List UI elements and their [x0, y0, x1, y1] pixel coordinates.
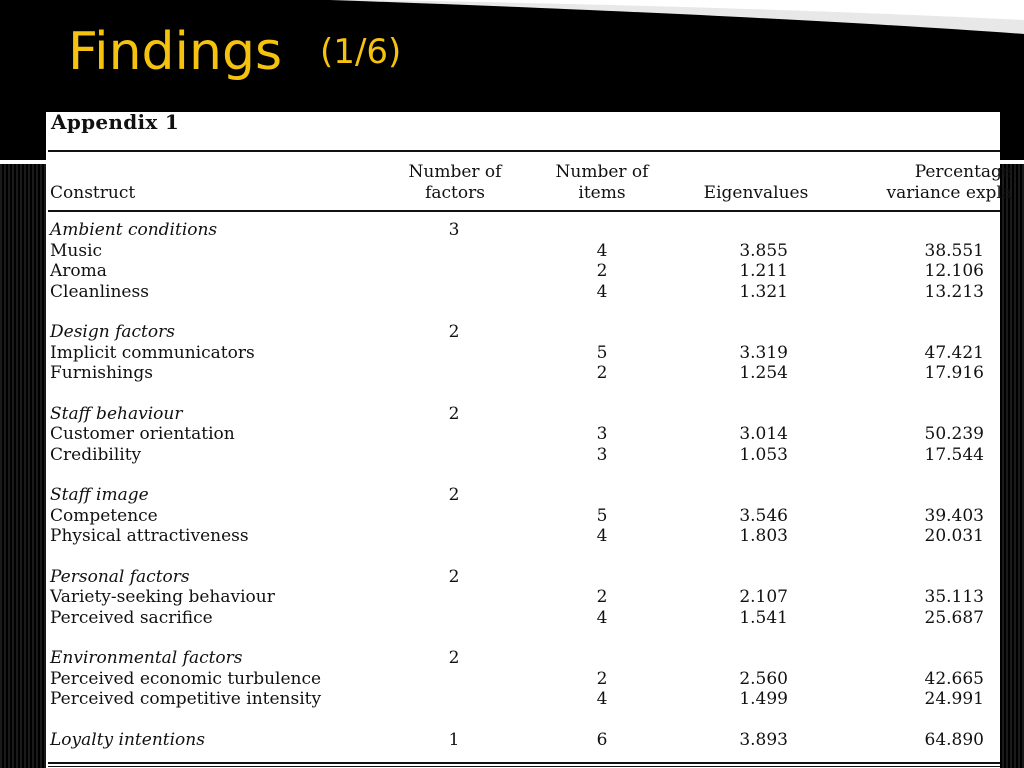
items-cell: 4 — [596, 607, 608, 628]
factors-cell: 1 — [448, 729, 460, 750]
table-group-row — [46, 730, 1000, 751]
table-group-row — [46, 567, 1000, 588]
construct-cell: Environmental factors — [50, 648, 243, 668]
items-cell: 2 — [596, 363, 608, 383]
table-row — [46, 445, 1000, 466]
slide-page-indicator: (1/6) — [320, 32, 402, 72]
construct-cell: Perceived competitive intensity — [50, 689, 322, 709]
percentage-cell: 47.421 — [924, 342, 984, 363]
eigenvalue-cell: 3.893 — [739, 729, 788, 750]
header-pct-line1: Percentage — [914, 162, 1012, 182]
header-pct-line2: variance expla — [886, 183, 1012, 203]
construct-cell: Staff behaviour — [50, 403, 183, 424]
table-group-row — [46, 485, 1000, 506]
table-row — [46, 506, 1000, 527]
percentage-cell: 64.890 — [924, 729, 984, 750]
construct-cell: Personal factors — [50, 566, 190, 587]
construct-cell: Design factors — [50, 322, 175, 342]
construct-cell: Physical attractiveness — [50, 526, 249, 546]
percentage-cell: 24.991 — [924, 689, 984, 709]
construct-cell: Perceived sacrifice — [50, 607, 213, 628]
construct-cell: Cleanliness — [50, 281, 149, 302]
construct-cell: Competence — [50, 505, 158, 526]
percentage-cell: 25.687 — [924, 607, 984, 628]
items-cell: 4 — [596, 689, 608, 709]
header-construct: Construct — [50, 183, 136, 203]
table-header-rule — [48, 210, 1000, 212]
appendix-title: Appendix 1 — [51, 110, 180, 134]
construct-cell: Variety-seeking behaviour — [50, 587, 275, 607]
factors-cell: 2 — [448, 566, 460, 587]
eigenvalue-cell: 3.014 — [739, 424, 788, 444]
items-cell: 4 — [596, 526, 608, 546]
eigenvalue-cell: 1.053 — [739, 444, 788, 465]
table-row — [46, 669, 1000, 690]
items-cell: 3 — [596, 424, 608, 444]
stripe-texture-right — [1002, 164, 1024, 768]
items-cell: 3 — [596, 444, 608, 465]
table-bottom-rule-2 — [48, 766, 1000, 767]
construct-cell: Credibility — [50, 444, 142, 465]
eigenvalue-cell: 3.855 — [739, 240, 788, 261]
table-row — [46, 282, 1000, 303]
eigenvalue-cell: 2.560 — [739, 668, 788, 689]
construct-cell: Furnishings — [50, 363, 153, 383]
table-row — [46, 261, 1000, 282]
table-group-row — [46, 220, 1000, 241]
header-number-of-items — [532, 162, 672, 204]
table-body — [46, 220, 1000, 750]
eigenvalue-cell: 1.254 — [739, 363, 788, 383]
factors-cell: 2 — [448, 403, 460, 424]
eigenvalue-cell: 1.211 — [739, 261, 788, 281]
construct-cell: Ambient conditions — [50, 220, 218, 240]
header-items-line1: Number of — [555, 162, 649, 182]
table-bottom-rule — [48, 762, 1000, 764]
eigenvalue-cell: 2.107 — [739, 587, 788, 607]
header-eigenvalues: Eigenvalues — [703, 183, 809, 203]
table-row — [46, 363, 1000, 384]
percentage-cell: 35.113 — [924, 587, 984, 607]
eigenvalue-cell: 1.803 — [739, 526, 788, 546]
table-row — [46, 689, 1000, 710]
eigenvalue-cell: 3.546 — [739, 505, 788, 526]
factors-cell: 2 — [448, 322, 460, 342]
appendix-table-image — [46, 110, 1012, 768]
slide-title-text: Findings — [68, 22, 283, 82]
table-group-row — [46, 322, 1000, 343]
table-row — [46, 608, 1000, 629]
eigenvalue-cell: 3.319 — [739, 342, 788, 363]
items-cell: 2 — [596, 668, 608, 689]
slide-title — [68, 22, 402, 82]
items-cell: 6 — [596, 729, 608, 750]
table-row — [46, 241, 1000, 262]
items-cell: 2 — [596, 261, 608, 281]
table-group-row — [46, 404, 1000, 425]
factors-cell: 3 — [448, 220, 460, 240]
header-items-line2: items — [578, 183, 626, 203]
construct-cell: Perceived economic turbulence — [50, 668, 322, 689]
factors-cell: 2 — [448, 485, 460, 505]
percentage-cell: 12.106 — [924, 261, 984, 281]
construct-cell: Customer orientation — [50, 424, 235, 444]
construct-cell: Staff image — [50, 485, 149, 505]
percentage-cell: 13.213 — [924, 281, 984, 302]
table-row — [46, 343, 1000, 364]
table-group-row — [46, 648, 1000, 669]
items-cell: 2 — [596, 587, 608, 607]
percentage-cell: 17.544 — [924, 444, 984, 465]
percentage-cell: 20.031 — [924, 526, 984, 546]
table-top-rule — [48, 150, 1000, 152]
percentage-cell: 38.551 — [924, 240, 984, 261]
construct-cell: Aroma — [50, 261, 107, 281]
items-cell: 4 — [596, 281, 608, 302]
eigenvalue-cell: 1.541 — [739, 607, 788, 628]
items-cell: 5 — [596, 342, 608, 363]
construct-cell: Implicit communicators — [50, 342, 255, 363]
table-row — [46, 424, 1000, 445]
percentage-cell: 39.403 — [924, 505, 984, 526]
header-factors-line2: factors — [425, 183, 485, 203]
items-cell: 5 — [596, 505, 608, 526]
percentage-cell: 17.916 — [924, 363, 984, 383]
eigenvalue-cell: 1.499 — [739, 689, 788, 709]
factors-cell: 2 — [448, 648, 460, 668]
stripe-texture-left — [0, 164, 46, 768]
items-cell: 4 — [596, 240, 608, 261]
table-row — [46, 526, 1000, 547]
percentage-cell: 42.665 — [924, 668, 984, 689]
header-percentage-variance — [852, 162, 1018, 204]
table-row — [46, 587, 1000, 608]
construct-cell: Loyalty intentions — [50, 729, 205, 750]
eigenvalue-cell: 1.321 — [739, 281, 788, 302]
construct-cell: Music — [50, 240, 103, 261]
header-factors-line1: Number of — [408, 162, 502, 182]
header-number-of-factors — [386, 162, 524, 204]
percentage-cell: 50.239 — [924, 424, 984, 444]
